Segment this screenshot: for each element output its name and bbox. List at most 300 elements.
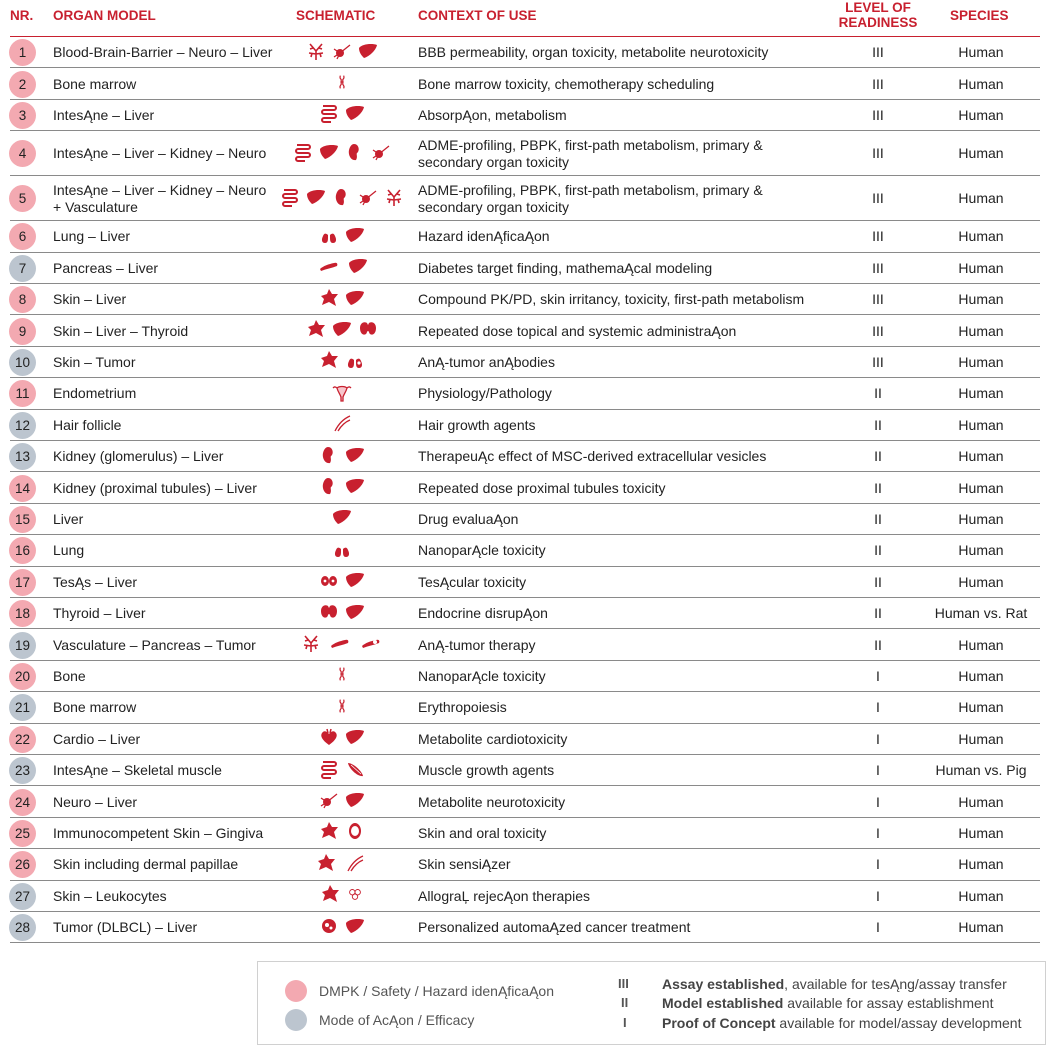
context-line1: Hazard idenĄficaĄon	[418, 228, 550, 245]
liver-icon	[306, 187, 326, 211]
context-text	[418, 448, 766, 465]
context-line1: Muscle growth agents	[418, 762, 555, 779]
row-number-badge: 28	[9, 914, 36, 941]
species-cell: Human	[958, 106, 1004, 123]
context-cell	[418, 378, 838, 409]
context-line1: AnĄ-tumor therapy	[418, 636, 536, 653]
context-line1: ADME-profiling, PBPK, first-path metabolism, primary &	[418, 181, 763, 198]
context-cell	[418, 176, 838, 221]
table-header	[0, 0, 1048, 36]
context-line1: NanoparĄcle toxicity	[418, 542, 546, 559]
species-cell: Human	[958, 856, 1004, 873]
header-nr: NR.	[10, 8, 34, 23]
table-row	[0, 535, 1048, 566]
organ-model-cell	[53, 100, 288, 131]
vasculature-icon	[306, 41, 326, 65]
species-cell: Human	[958, 416, 1004, 433]
row-number-badge: 16	[9, 537, 36, 564]
schematic-cell	[282, 176, 402, 221]
kidney-icon	[345, 142, 365, 166]
liver-icon	[348, 256, 368, 280]
organ-model-line1: Kidney (glomerulus) – Liver	[53, 448, 224, 465]
liver-icon	[332, 319, 352, 343]
organ-model-text	[53, 888, 167, 905]
schematic-cell	[282, 315, 402, 346]
organ-model-line1: Skin – Liver – Thyroid	[53, 322, 189, 339]
context-text	[418, 762, 554, 779]
row-number-badge: 20	[9, 663, 36, 690]
table-row	[0, 253, 1048, 284]
readiness-level-cell: II	[874, 416, 882, 433]
schematic-cell	[282, 37, 402, 68]
context-text	[418, 637, 536, 654]
organ-model-text	[53, 605, 146, 622]
context-line1: AnĄ-tumor anĄbodies	[418, 353, 555, 370]
context-line1: Bone marrow toxicity, chemotherapy scheduling	[418, 75, 715, 92]
readiness-level-cell: III	[872, 75, 884, 92]
row-number-badge: 22	[9, 726, 36, 753]
species-cell: Human	[958, 730, 1004, 747]
context-text	[418, 480, 665, 497]
context-line1: Skin and oral toxicity	[418, 824, 547, 841]
context-line1: Erythropoiesis	[418, 699, 507, 716]
readiness-level-cell: I	[876, 667, 880, 684]
organ-model-line1: Vasculature – Pancreas – Tumor	[53, 636, 256, 653]
table-row	[0, 598, 1048, 629]
organ-model-line1: Thyroid – Liver	[53, 605, 146, 622]
liver-icon	[319, 142, 339, 166]
context-text	[418, 182, 763, 216]
context-line1: TherapeuĄc effect of MSC-derived extracellular vesicles	[418, 448, 767, 465]
row-number-badge: 25	[9, 820, 36, 847]
context-cell	[418, 315, 838, 346]
table-row	[0, 472, 1048, 503]
row-number-badge: 1	[9, 39, 36, 66]
species-cell: Human vs. Pig	[935, 762, 1027, 779]
context-cell	[418, 37, 838, 68]
hair-icon	[342, 853, 368, 877]
legend-mode-label: Mode of AcĄon / Efficacy	[319, 1012, 475, 1028]
table-row	[0, 100, 1048, 131]
organ-model-line1: Bone marrow	[53, 75, 137, 92]
row-number-badge: 13	[9, 443, 36, 470]
context-cell	[418, 535, 838, 566]
species-cell: Human	[958, 479, 1004, 496]
pancreas-tumor-icon	[359, 633, 383, 657]
readiness-level-cell: II	[874, 385, 882, 402]
intestine-icon	[293, 142, 313, 166]
context-cell	[418, 504, 838, 535]
species-cell: Human	[958, 636, 1004, 653]
schematic-cell	[282, 221, 402, 252]
organ-model-line1: Skin – Tumor	[53, 353, 136, 370]
organ-model-cell	[53, 68, 288, 99]
schematic-cell	[282, 472, 402, 503]
table-row	[0, 755, 1048, 786]
context-line1: TesĄcular toxicity	[418, 573, 527, 590]
readiness-level-cell: III	[872, 322, 884, 339]
species-cell: Human	[958, 353, 1004, 370]
organ-model-cell	[53, 786, 288, 817]
context-cell	[418, 755, 838, 786]
context-cell	[418, 567, 838, 598]
leukocyte-icon	[346, 884, 364, 908]
context-text	[418, 919, 690, 936]
legend-dmpk-dot	[285, 980, 307, 1002]
organ-model-cell	[53, 912, 288, 943]
table-row	[0, 629, 1048, 660]
schematic-cell	[282, 284, 402, 315]
context-cell	[418, 347, 838, 378]
context-text	[418, 417, 536, 434]
thyroid-icon	[319, 602, 339, 626]
context-line1: AbsorpĄon, metabolism	[418, 106, 567, 123]
species-cell: Human	[958, 510, 1004, 527]
context-line1: Repeated dose topical and systemic administraĄon	[418, 322, 737, 339]
table-row	[0, 347, 1048, 378]
organ-model-text	[53, 856, 238, 873]
organ-model-line1: Skin including dermal papillae	[53, 856, 239, 873]
table-row	[0, 315, 1048, 346]
table-row	[0, 881, 1048, 912]
readiness-level-cell: III	[872, 291, 884, 308]
legend-level-1: I	[623, 1015, 627, 1030]
schematic-cell	[282, 849, 402, 880]
organ-model-cell	[53, 410, 288, 441]
context-cell	[418, 131, 838, 176]
context-line2: secondary organ toxicity	[418, 198, 569, 215]
context-text	[418, 323, 736, 340]
legend-level-1-desc	[662, 1015, 1021, 1031]
schematic-cell	[282, 410, 402, 441]
organ-model-text	[53, 542, 84, 559]
schematic-cell	[282, 535, 402, 566]
intestine-icon	[280, 187, 300, 211]
schematic-cell	[282, 598, 402, 629]
context-cell	[418, 912, 838, 943]
table-row	[0, 284, 1048, 315]
context-line1: Drug evaluaĄon	[418, 510, 519, 527]
context-line1: Repeated dose proximal tubules toxicity	[418, 479, 666, 496]
legend-level-2-bold: Model established	[662, 995, 784, 1011]
context-cell	[418, 598, 838, 629]
context-text	[418, 794, 565, 811]
context-text	[418, 137, 763, 171]
readiness-level-cell: II	[874, 636, 882, 653]
organ-model-text	[53, 228, 130, 245]
schematic-cell	[282, 567, 402, 598]
legend-dmpk-label: DMPK / Safety / Hazard idenĄficaĄon	[319, 983, 554, 999]
liver-icon	[345, 602, 365, 626]
readiness-level-cell: III	[872, 228, 884, 245]
organ-model-text	[53, 417, 121, 434]
organ-model-cell	[53, 441, 288, 472]
organ-model-cell	[53, 472, 288, 503]
organ-model-text	[53, 385, 136, 402]
readiness-level-cell: II	[874, 542, 882, 559]
legend-level-2: II	[621, 995, 629, 1010]
header-level-line1: LEVEL OF	[845, 0, 911, 15]
table-row	[0, 378, 1048, 409]
species-cell: Human	[958, 919, 1004, 936]
context-line1: Endocrine disrupĄon	[418, 605, 548, 622]
organ-model-text	[53, 699, 136, 716]
vasculature-icon	[384, 187, 404, 211]
row-number-badge: 19	[9, 632, 36, 659]
species-cell: Human	[958, 291, 1004, 308]
context-line1: Personalized automaĄzed cancer treatment	[418, 919, 691, 936]
organ-model-text	[53, 182, 266, 216]
organ-model-line1: Cardio – Liver	[53, 730, 141, 747]
row-number-badge: 18	[9, 600, 36, 627]
table-row	[0, 849, 1048, 880]
intestine-icon	[319, 759, 339, 783]
row-number-badge: 9	[9, 318, 36, 345]
schematic-cell	[282, 347, 402, 378]
readiness-level-cell: I	[876, 887, 880, 904]
schematic-cell	[282, 755, 402, 786]
lung-icon	[319, 225, 339, 249]
readiness-level-cell: I	[876, 730, 880, 747]
context-text	[418, 699, 507, 716]
readiness-level-cell: III	[872, 44, 884, 61]
organ-model-cell	[53, 692, 288, 723]
kidney-icon	[319, 476, 339, 500]
organ-model-cell	[53, 598, 288, 629]
context-line1: Compound PK/PD, skin irritancy, toxicity, first-path metabolism	[418, 291, 805, 308]
schematic-cell	[282, 504, 402, 535]
organ-model-text	[53, 145, 266, 162]
organ-model-line2: + Vasculature	[53, 198, 138, 215]
context-line1: ADME-profiling, PBPK, first-path metabolism, primary &	[418, 136, 763, 153]
pancreas-icon	[327, 633, 353, 657]
table-row	[0, 441, 1048, 472]
context-cell	[418, 472, 838, 503]
legend-level-1-rest: available for model/assay development	[775, 1015, 1022, 1031]
organ-model-cell	[53, 378, 288, 409]
table-row	[0, 176, 1048, 221]
organ-model-line1: IntesĄne – Liver – Kidney – Neuro	[53, 145, 267, 162]
row-number-badge: 11	[9, 380, 36, 407]
organ-model-line1: Skin – Liver	[53, 291, 127, 308]
organ-model-line1: Lung – Liver	[53, 228, 131, 245]
organ-model-cell	[53, 818, 288, 849]
thyroid-icon	[358, 319, 378, 343]
organ-model-text	[53, 260, 158, 277]
organ-model-text	[53, 919, 197, 936]
organ-model-line1: Skin – Leukocytes	[53, 887, 167, 904]
organ-model-text	[53, 668, 86, 685]
schematic-cell	[282, 692, 402, 723]
organ-model-cell	[53, 221, 288, 252]
context-text	[418, 76, 714, 93]
schematic-cell	[282, 378, 402, 409]
liver-icon	[345, 103, 365, 127]
schematic-cell	[282, 724, 402, 755]
header-organ-model: ORGAN MODEL	[53, 8, 156, 23]
context-text	[418, 228, 550, 245]
context-cell	[418, 661, 838, 692]
organ-model-text	[53, 637, 256, 654]
table-row	[0, 37, 1048, 68]
header-schematic: SCHEMATIC	[296, 8, 376, 23]
neuron-icon	[319, 790, 339, 814]
table-row	[0, 567, 1048, 598]
organ-model-line1: Tumor (DLBCL) – Liver	[53, 919, 198, 936]
species-cell: Human	[958, 145, 1004, 162]
species-cell: Human	[958, 699, 1004, 716]
context-cell	[418, 284, 838, 315]
organ-model-line1: Lung	[53, 542, 85, 559]
row-number-badge: 7	[9, 255, 36, 282]
schematic-cell	[282, 786, 402, 817]
row-number-badge: 4	[9, 140, 36, 167]
intestine-icon	[319, 103, 339, 127]
organ-model-text	[53, 354, 135, 371]
context-line1: BBB permeability, organ toxicity, metabolite neurotoxicity	[418, 44, 769, 61]
table-row	[0, 724, 1048, 755]
legend-mode-dot	[285, 1009, 307, 1031]
readiness-level-cell: III	[872, 190, 884, 207]
context-cell	[418, 881, 838, 912]
species-cell: Human	[958, 448, 1004, 465]
context-line2: secondary organ toxicity	[418, 153, 569, 170]
row-number-badge: 12	[9, 412, 36, 439]
organ-model-line1: Liver	[53, 510, 84, 527]
context-text	[418, 511, 518, 528]
organ-model-line1: IntesĄne – Liver – Kidney – Neuro	[53, 181, 267, 198]
lung-icon	[332, 539, 352, 563]
species-cell: Human	[958, 385, 1004, 402]
table-row	[0, 912, 1048, 943]
liver-icon	[345, 445, 365, 469]
legend-level-3-bold: Assay established	[662, 976, 785, 992]
species-cell: Human	[958, 322, 1004, 339]
organ-model-line1: Bone marrow	[53, 699, 137, 716]
organ-model-line1: Immunocompetent Skin – Gingiva	[53, 824, 264, 841]
organ-model-text	[53, 480, 257, 497]
header-species: SPECIES	[950, 8, 1009, 23]
header-level-of-readiness	[828, 0, 928, 30]
context-cell	[418, 786, 838, 817]
row-number-badge: 5	[9, 185, 36, 212]
context-text	[418, 888, 590, 905]
organ-model-text	[53, 511, 83, 528]
legend-level-2-rest: available for assay establishment	[783, 995, 994, 1011]
organ-model-text	[53, 107, 154, 124]
context-cell	[418, 818, 838, 849]
liver-icon	[345, 727, 365, 751]
context-text	[418, 385, 552, 402]
skin-icon	[316, 853, 336, 877]
organ-model-line1: Endometrium	[53, 385, 137, 402]
tumor-icon	[345, 350, 365, 374]
lymph-node-icon	[319, 916, 339, 940]
schematic-cell	[282, 818, 402, 849]
organ-model-text	[53, 762, 222, 779]
readiness-level-cell: I	[876, 856, 880, 873]
legend-level-2-desc	[662, 995, 993, 1011]
schematic-cell	[282, 661, 402, 692]
organ-model-cell	[53, 315, 288, 346]
table-row	[0, 661, 1048, 692]
liver-icon	[345, 916, 365, 940]
neuron-icon	[358, 187, 378, 211]
organ-model-cell	[53, 131, 288, 176]
context-text	[418, 731, 567, 748]
row-number-badge: 10	[9, 349, 36, 376]
heart-icon	[319, 727, 339, 751]
species-cell: Human	[958, 667, 1004, 684]
context-line1: Physiology/Pathology	[418, 385, 552, 402]
organ-model-line1: TesĄs – Liver	[53, 573, 138, 590]
context-text	[418, 44, 768, 61]
organ-model-line1: Pancreas – Liver	[53, 259, 159, 276]
skin-icon	[306, 319, 326, 343]
context-cell	[418, 441, 838, 472]
kidney-icon	[332, 187, 352, 211]
context-text	[418, 354, 555, 371]
context-text	[418, 856, 511, 873]
readiness-level-cell: I	[876, 699, 880, 716]
context-cell	[418, 849, 838, 880]
context-cell	[418, 221, 838, 252]
species-cell: Human	[958, 887, 1004, 904]
legend-level-3: III	[618, 976, 629, 991]
context-text	[418, 107, 567, 124]
organ-model-text	[53, 44, 272, 61]
organ-model-cell	[53, 176, 288, 221]
organ-model-cell	[53, 347, 288, 378]
liver-icon	[345, 288, 365, 312]
row-divider	[10, 942, 1040, 943]
readiness-level-cell: II	[874, 573, 882, 590]
organ-model-line1: Blood-Brain-Barrier – Neuro – Liver	[53, 44, 273, 61]
skin-icon	[319, 288, 339, 312]
schematic-cell	[282, 68, 402, 99]
organ-model-cell	[53, 755, 288, 786]
organ-model-line1: IntesĄne – Skeletal muscle	[53, 762, 222, 779]
table-row	[0, 504, 1048, 535]
context-line1: Metabolite neurotoxicity	[418, 793, 566, 810]
legend-level-3-desc	[662, 976, 1007, 992]
organ-model-line1: Hair follicle	[53, 416, 122, 433]
row-number-badge: 24	[9, 789, 36, 816]
species-cell: Human	[958, 573, 1004, 590]
context-cell	[418, 253, 838, 284]
context-text	[418, 574, 526, 591]
organ-model-text	[53, 291, 126, 308]
organ-model-cell	[53, 724, 288, 755]
legend-level-3-rest: , available for tesĄng/assay transfer	[784, 976, 1007, 992]
organ-model-cell	[53, 629, 288, 660]
liver-icon	[345, 570, 365, 594]
context-line1: AllograĻ rejecĄon therapies	[418, 887, 590, 904]
row-number-badge: 14	[9, 475, 36, 502]
context-line1: Metabolite cardiotoxicity	[418, 730, 568, 747]
row-number-badge: 6	[9, 223, 36, 250]
table-row	[0, 221, 1048, 252]
context-cell	[418, 629, 838, 660]
readiness-level-cell: I	[876, 919, 880, 936]
table-row	[0, 786, 1048, 817]
mouth-icon	[345, 821, 365, 845]
skin-icon	[319, 350, 339, 374]
organ-model-cell	[53, 881, 288, 912]
schematic-cell	[282, 912, 402, 943]
context-cell	[418, 68, 838, 99]
organ-model-text	[53, 448, 223, 465]
